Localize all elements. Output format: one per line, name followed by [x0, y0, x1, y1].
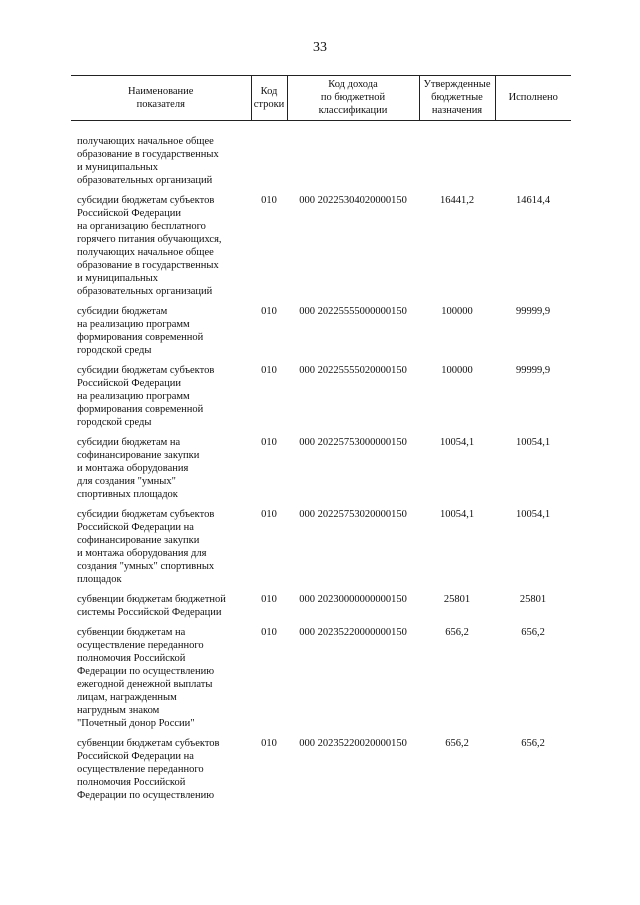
approved-amount-cell: 25801: [443, 594, 471, 605]
text-line: образование в государственных: [77, 260, 219, 271]
income-code-cell: 000 20225555020000150: [299, 365, 407, 376]
text-line: классификации: [318, 105, 388, 116]
header-executed: [495, 76, 571, 121]
budget-income-table: [71, 75, 571, 809]
text-line: софинансирование закупки: [77, 450, 200, 461]
text-line: субсидии бюджетам субъектов: [77, 365, 215, 376]
text-line: субвенции бюджетам на: [77, 627, 186, 638]
row-code-cell: 010: [261, 365, 277, 376]
table-row: [71, 364, 571, 436]
text-line: городской среды: [77, 345, 152, 356]
text-line: Федерации по осуществлению: [77, 790, 215, 801]
text-line: получающих начальное общее: [77, 136, 214, 147]
text-line: по бюджетной: [320, 92, 386, 103]
header-income-code: [287, 76, 419, 121]
executed-amount-cell: 99999,9: [515, 365, 551, 376]
text-line: образовательных организаций: [77, 175, 213, 186]
indicator-name-cell: [71, 121, 251, 195]
income-code-cell: [287, 121, 419, 195]
page-number: 33: [313, 40, 327, 55]
executed-amount-cell: 14614,4: [515, 195, 551, 206]
text-line: субсидии бюджетам на: [77, 437, 181, 448]
executed-amount-cell: 10054,1: [515, 509, 551, 520]
text-line: на организацию бесплатного: [77, 221, 206, 232]
row-code-cell: 010: [261, 594, 277, 605]
indicator-name-cell: [71, 508, 251, 593]
text-line: назначения: [431, 105, 483, 116]
text-line: Российской Федерации на: [77, 751, 194, 762]
text-line: Исполнено: [508, 92, 558, 103]
income-code-cell: 000 20225304020000150: [299, 195, 407, 206]
text-line: бюджетные: [431, 92, 483, 103]
text-line: субсидии бюджетам субъектов: [77, 509, 215, 520]
text-line: Федерации по осуществлению: [77, 666, 215, 677]
text-line: для создания "умных": [77, 476, 176, 487]
table-row: [71, 593, 571, 626]
income-code-cell: 000 20225555000000150: [299, 306, 407, 317]
text-line: Российской Федерации: [77, 208, 181, 219]
approved-amount-cell: 100000: [441, 306, 473, 317]
approved-amount-cell: 656,2: [445, 627, 469, 638]
text-line: создания "умных" спортивных: [77, 561, 215, 572]
text-line: образование в государственных: [77, 149, 219, 160]
row-code-cell: 010: [261, 306, 277, 317]
approved-amount-cell: 10054,1: [439, 437, 475, 448]
approved-amount-cell: 656,2: [445, 738, 469, 749]
text-line: на реализацию программ: [77, 391, 190, 402]
table-body: [71, 121, 571, 810]
text-line: формирования современной: [77, 404, 204, 415]
text-line: и муниципальных: [77, 162, 158, 173]
header-indicator-name: [71, 76, 251, 121]
text-line: системы Российской Федерации: [77, 607, 222, 618]
executed-amount-cell: [495, 121, 571, 195]
income-code-cell: 000 20225753020000150: [299, 509, 407, 520]
text-line: Российской Федерации: [77, 378, 181, 389]
text-line: субсидии бюджетам: [77, 306, 168, 317]
text-line: строки: [253, 98, 285, 110]
executed-amount-cell: 25801: [519, 594, 547, 605]
text-line: спортивных площадок: [77, 489, 178, 500]
table-row: [71, 737, 571, 809]
header-approved: [419, 76, 495, 121]
text-line: полномочия Российской: [77, 653, 186, 664]
text-line: Код дохода: [328, 79, 378, 90]
table-row: [71, 436, 571, 508]
table-row: [71, 194, 571, 305]
text-line: Код: [260, 85, 278, 97]
income-code-cell: 000 20235220020000150: [299, 738, 407, 749]
text-line: формирования современной: [77, 332, 204, 343]
text-line: горячего питания обучающихся,: [77, 234, 222, 245]
table-header: [71, 76, 571, 121]
row-code-cell: 010: [261, 195, 277, 206]
text-line: Наименование: [128, 85, 194, 97]
executed-amount-cell: 656,2: [521, 738, 545, 749]
text-line: и монтажа оборудования: [77, 463, 189, 474]
approved-amount-cell: 16441,2: [439, 195, 475, 206]
approved-amount-cell: 100000: [441, 365, 473, 376]
text-line: нагрудным знаком: [77, 705, 160, 716]
table-row: [71, 508, 571, 593]
table-row: [71, 305, 571, 364]
row-code-cell: 010: [261, 627, 277, 638]
text-line: субсидии бюджетам субъектов: [77, 195, 215, 206]
text-line: и муниципальных: [77, 273, 158, 284]
text-line: городской среды: [77, 417, 152, 428]
text-line: получающих начальное общее: [77, 247, 214, 258]
text-line: осуществление переданного: [77, 764, 204, 775]
approved-amount-cell: [419, 121, 495, 195]
header-row-code: [251, 76, 287, 121]
text-line: субвенции бюджетам субъектов: [77, 738, 220, 749]
table-row: [71, 121, 571, 195]
indicator-name-cell: [71, 593, 251, 626]
income-code-cell: 000 20225753000000150: [299, 437, 407, 448]
text-line: показателя: [136, 98, 185, 110]
executed-amount-cell: 656,2: [521, 627, 545, 638]
indicator-name-cell: [71, 626, 251, 737]
indicator-name-cell: [71, 194, 251, 305]
text-line: осуществление переданного: [77, 640, 204, 651]
executed-amount-cell: 99999,9: [515, 306, 551, 317]
row-code-cell: 010: [261, 738, 277, 749]
indicator-name-cell: [71, 364, 251, 436]
row-code-cell: [251, 121, 287, 195]
text-line: и монтажа оборудования для: [77, 548, 207, 559]
text-line: образовательных организаций: [77, 286, 213, 297]
row-code-cell: 010: [261, 437, 277, 448]
text-line: на реализацию программ: [77, 319, 190, 330]
table-row: [71, 626, 571, 737]
row-code-cell: 010: [261, 509, 277, 520]
income-code-cell: 000 20230000000000150: [299, 594, 407, 605]
text-line: Российской Федерации на: [77, 522, 194, 533]
text-line: ежегодной денежной выплаты: [77, 679, 213, 690]
indicator-name-cell: [71, 436, 251, 508]
executed-amount-cell: 10054,1: [515, 437, 551, 448]
indicator-name-cell: [71, 305, 251, 364]
text-line: площадок: [77, 574, 122, 585]
income-code-cell: 000 20235220000000150: [299, 627, 407, 638]
approved-amount-cell: 10054,1: [439, 509, 475, 520]
text-line: "Почетный донор России": [77, 718, 195, 729]
text-line: субвенции бюджетам бюджетной: [77, 594, 226, 605]
text-line: софинансирование закупки: [77, 535, 200, 546]
text-line: лицам, награжденным: [77, 692, 177, 703]
text-line: полномочия Российской: [77, 777, 186, 788]
text-line: Утвержденные: [423, 79, 491, 90]
header-row: [71, 76, 571, 121]
indicator-name-cell: [71, 737, 251, 809]
